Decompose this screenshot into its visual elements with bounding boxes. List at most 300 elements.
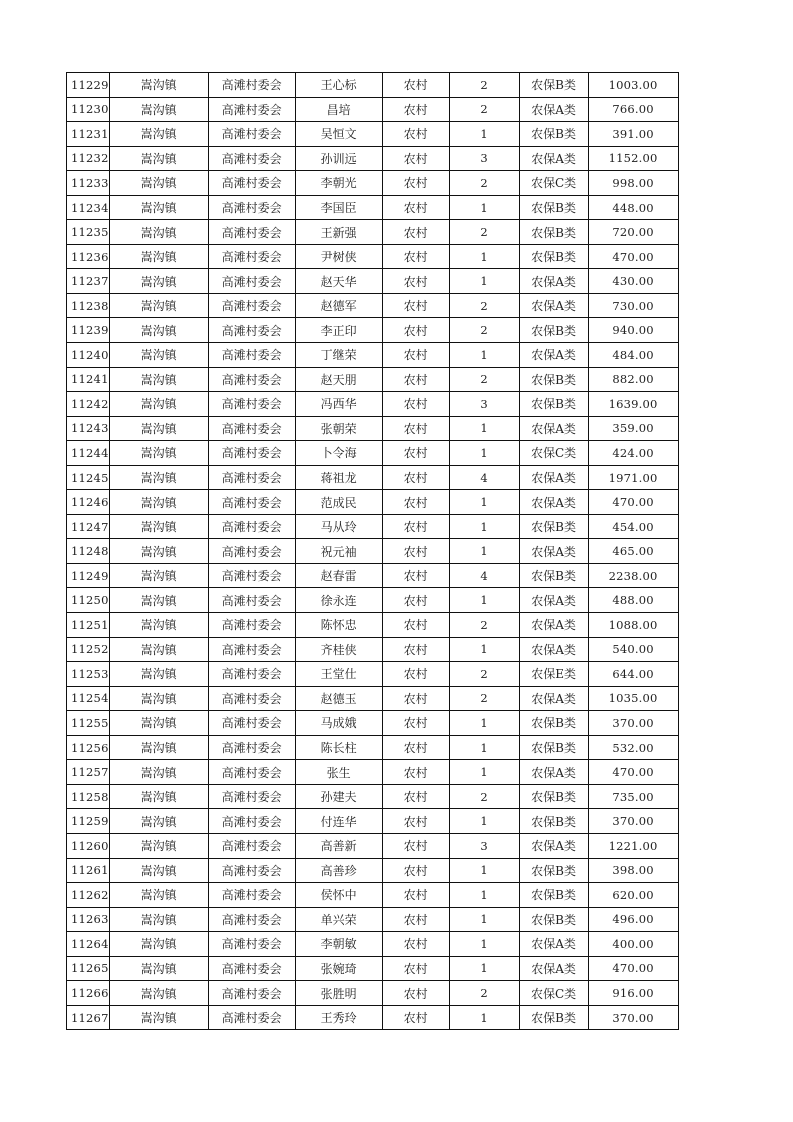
household-type-cell: 农村: [382, 97, 449, 122]
record-id-cell: 11249: [67, 563, 110, 588]
table-row: [67, 809, 679, 834]
village-committee-cell: 高滩村委会: [208, 735, 295, 760]
town-cell: 嵩沟镇: [109, 73, 208, 98]
town-cell: 嵩沟镇: [109, 318, 208, 343]
name-cell: 赵德军: [295, 293, 382, 318]
household-type-cell: 农村: [382, 539, 449, 564]
table-row: [67, 293, 679, 318]
table-row: [67, 784, 679, 809]
amount-cell: 398.00: [588, 858, 678, 883]
name-cell: 冯西华: [295, 392, 382, 417]
village-committee-cell: 高滩村委会: [208, 73, 295, 98]
name-cell: 王心标: [295, 73, 382, 98]
amount-cell: 2238.00: [588, 563, 678, 588]
record-id-cell: 11237: [67, 269, 110, 294]
insurance-category-cell: 农保B类: [519, 244, 588, 269]
town-cell: 嵩沟镇: [109, 883, 208, 908]
name-cell: 李国臣: [295, 195, 382, 220]
table-row: [67, 711, 679, 736]
name-cell: 赵天华: [295, 269, 382, 294]
family-size-cell: 1: [449, 907, 519, 932]
insurance-category-cell: 农保B类: [519, 735, 588, 760]
town-cell: 嵩沟镇: [109, 686, 208, 711]
town-cell: 嵩沟镇: [109, 637, 208, 662]
name-cell: 孙训远: [295, 146, 382, 171]
record-id-cell: 11241: [67, 367, 110, 392]
amount-cell: 720.00: [588, 220, 678, 245]
amount-cell: 1971.00: [588, 465, 678, 490]
town-cell: 嵩沟镇: [109, 269, 208, 294]
name-cell: 孙建夫: [295, 784, 382, 809]
amount-cell: 1035.00: [588, 686, 678, 711]
family-size-cell: 2: [449, 220, 519, 245]
household-type-cell: 农村: [382, 146, 449, 171]
record-id-cell: 11261: [67, 858, 110, 883]
amount-cell: 532.00: [588, 735, 678, 760]
amount-cell: 735.00: [588, 784, 678, 809]
record-id-cell: 11259: [67, 809, 110, 834]
village-committee-cell: 高滩村委会: [208, 539, 295, 564]
village-committee-cell: 高滩村委会: [208, 490, 295, 515]
town-cell: 嵩沟镇: [109, 343, 208, 368]
table-row: [67, 441, 679, 466]
family-size-cell: 2: [449, 662, 519, 687]
table-body: [67, 73, 679, 1030]
village-committee-cell: 高滩村委会: [208, 97, 295, 122]
amount-cell: 998.00: [588, 171, 678, 196]
family-size-cell: 1: [449, 760, 519, 785]
family-size-cell: 1: [449, 514, 519, 539]
table-row: [67, 343, 679, 368]
insurance-category-cell: 农保A类: [519, 416, 588, 441]
village-committee-cell: 高滩村委会: [208, 613, 295, 638]
household-type-cell: 农村: [382, 809, 449, 834]
name-cell: 张胜明: [295, 981, 382, 1006]
family-size-cell: 2: [449, 293, 519, 318]
household-type-cell: 农村: [382, 122, 449, 147]
record-id-cell: 11254: [67, 686, 110, 711]
household-type-cell: 农村: [382, 662, 449, 687]
family-size-cell: 1: [449, 441, 519, 466]
insurance-category-cell: 农保A类: [519, 465, 588, 490]
insurance-category-cell: 农保B类: [519, 907, 588, 932]
name-cell: 张朝荣: [295, 416, 382, 441]
household-type-cell: 农村: [382, 760, 449, 785]
village-committee-cell: 高滩村委会: [208, 171, 295, 196]
record-id-cell: 11232: [67, 146, 110, 171]
insurance-category-cell: 农保A类: [519, 637, 588, 662]
town-cell: 嵩沟镇: [109, 1005, 208, 1030]
household-type-cell: 农村: [382, 613, 449, 638]
record-id-cell: 11242: [67, 392, 110, 417]
name-cell: 高善新: [295, 833, 382, 858]
record-id-cell: 11239: [67, 318, 110, 343]
record-id-cell: 11267: [67, 1005, 110, 1030]
record-id-cell: 11240: [67, 343, 110, 368]
table-row: [67, 760, 679, 785]
village-committee-cell: 高滩村委会: [208, 883, 295, 908]
table-row: [67, 171, 679, 196]
name-cell: 蒋祖龙: [295, 465, 382, 490]
amount-cell: 370.00: [588, 711, 678, 736]
village-committee-cell: 高滩村委会: [208, 662, 295, 687]
village-committee-cell: 高滩村委会: [208, 637, 295, 662]
record-id-cell: 11248: [67, 539, 110, 564]
insurance-category-cell: 农保E类: [519, 662, 588, 687]
insurance-category-cell: 农保A类: [519, 932, 588, 957]
insurance-category-cell: 农保C类: [519, 981, 588, 1006]
name-cell: 王秀玲: [295, 1005, 382, 1030]
village-committee-cell: 高滩村委会: [208, 146, 295, 171]
household-type-cell: 农村: [382, 858, 449, 883]
amount-cell: 766.00: [588, 97, 678, 122]
name-cell: 尹树侠: [295, 244, 382, 269]
table-row: [67, 392, 679, 417]
record-id-cell: 11230: [67, 97, 110, 122]
household-type-cell: 农村: [382, 1005, 449, 1030]
table-row: [67, 73, 679, 98]
amount-cell: 454.00: [588, 514, 678, 539]
insurance-category-cell: 农保A类: [519, 269, 588, 294]
household-type-cell: 农村: [382, 686, 449, 711]
family-size-cell: 2: [449, 367, 519, 392]
table-row: [67, 956, 679, 981]
family-size-cell: 1: [449, 244, 519, 269]
insurance-category-cell: 农保A类: [519, 490, 588, 515]
insurance-category-cell: 农保B类: [519, 1005, 588, 1030]
record-id-cell: 11243: [67, 416, 110, 441]
amount-cell: 470.00: [588, 244, 678, 269]
table-row: [67, 416, 679, 441]
name-cell: 王堂仕: [295, 662, 382, 687]
insurance-category-cell: 农保C类: [519, 171, 588, 196]
family-size-cell: 1: [449, 490, 519, 515]
town-cell: 嵩沟镇: [109, 195, 208, 220]
family-size-cell: 2: [449, 73, 519, 98]
household-type-cell: 农村: [382, 563, 449, 588]
household-type-cell: 农村: [382, 293, 449, 318]
amount-cell: 400.00: [588, 932, 678, 957]
name-cell: 单兴荣: [295, 907, 382, 932]
table-row: [67, 588, 679, 613]
household-type-cell: 农村: [382, 171, 449, 196]
name-cell: 马从玲: [295, 514, 382, 539]
amount-cell: 940.00: [588, 318, 678, 343]
town-cell: 嵩沟镇: [109, 735, 208, 760]
family-size-cell: 1: [449, 932, 519, 957]
record-id-cell: 11260: [67, 833, 110, 858]
town-cell: 嵩沟镇: [109, 490, 208, 515]
name-cell: 李朝光: [295, 171, 382, 196]
amount-cell: 644.00: [588, 662, 678, 687]
household-type-cell: 农村: [382, 220, 449, 245]
name-cell: 李正印: [295, 318, 382, 343]
household-type-cell: 农村: [382, 490, 449, 515]
household-type-cell: 农村: [382, 343, 449, 368]
insurance-category-cell: 农保B类: [519, 514, 588, 539]
table-row: [67, 539, 679, 564]
name-cell: 王新强: [295, 220, 382, 245]
record-id-cell: 11251: [67, 613, 110, 638]
town-cell: 嵩沟镇: [109, 662, 208, 687]
record-id-cell: 11246: [67, 490, 110, 515]
amount-cell: 391.00: [588, 122, 678, 147]
record-id-cell: 11236: [67, 244, 110, 269]
village-committee-cell: 高滩村委会: [208, 784, 295, 809]
amount-cell: 465.00: [588, 539, 678, 564]
village-committee-cell: 高滩村委会: [208, 956, 295, 981]
insurance-category-cell: 农保B类: [519, 122, 588, 147]
household-type-cell: 农村: [382, 833, 449, 858]
records-table: [66, 72, 679, 1030]
name-cell: 陈长柱: [295, 735, 382, 760]
insurance-category-cell: 农保B类: [519, 220, 588, 245]
village-committee-cell: 高滩村委会: [208, 220, 295, 245]
town-cell: 嵩沟镇: [109, 932, 208, 957]
family-size-cell: 1: [449, 343, 519, 368]
town-cell: 嵩沟镇: [109, 146, 208, 171]
amount-cell: 370.00: [588, 809, 678, 834]
family-size-cell: 1: [449, 122, 519, 147]
table-row: [67, 932, 679, 957]
family-size-cell: 2: [449, 171, 519, 196]
village-committee-cell: 高滩村委会: [208, 711, 295, 736]
amount-cell: 882.00: [588, 367, 678, 392]
name-cell: 陈怀忠: [295, 613, 382, 638]
table-row: [67, 981, 679, 1006]
insurance-category-cell: 农保A类: [519, 97, 588, 122]
village-committee-cell: 高滩村委会: [208, 318, 295, 343]
insurance-category-cell: 农保B类: [519, 858, 588, 883]
insurance-category-cell: 农保A类: [519, 293, 588, 318]
village-committee-cell: 高滩村委会: [208, 392, 295, 417]
amount-cell: 1639.00: [588, 392, 678, 417]
village-committee-cell: 高滩村委会: [208, 1005, 295, 1030]
family-size-cell: 1: [449, 711, 519, 736]
town-cell: 嵩沟镇: [109, 367, 208, 392]
record-id-cell: 11252: [67, 637, 110, 662]
family-size-cell: 4: [449, 563, 519, 588]
insurance-category-cell: 农保A类: [519, 588, 588, 613]
record-id-cell: 11255: [67, 711, 110, 736]
town-cell: 嵩沟镇: [109, 465, 208, 490]
household-type-cell: 农村: [382, 269, 449, 294]
record-id-cell: 11250: [67, 588, 110, 613]
household-type-cell: 农村: [382, 588, 449, 613]
town-cell: 嵩沟镇: [109, 220, 208, 245]
family-size-cell: 2: [449, 613, 519, 638]
table-row: [67, 613, 679, 638]
table-row: [67, 858, 679, 883]
record-id-cell: 11264: [67, 932, 110, 957]
amount-cell: 1221.00: [588, 833, 678, 858]
village-committee-cell: 高滩村委会: [208, 293, 295, 318]
town-cell: 嵩沟镇: [109, 293, 208, 318]
village-committee-cell: 高滩村委会: [208, 686, 295, 711]
record-id-cell: 11263: [67, 907, 110, 932]
record-id-cell: 11265: [67, 956, 110, 981]
name-cell: 侯怀中: [295, 883, 382, 908]
name-cell: 付连华: [295, 809, 382, 834]
name-cell: 丁继荣: [295, 343, 382, 368]
insurance-category-cell: 农保A类: [519, 833, 588, 858]
insurance-category-cell: 农保B类: [519, 392, 588, 417]
village-committee-cell: 高滩村委会: [208, 367, 295, 392]
town-cell: 嵩沟镇: [109, 392, 208, 417]
household-type-cell: 农村: [382, 367, 449, 392]
name-cell: 张婉琦: [295, 956, 382, 981]
name-cell: 吴恒文: [295, 122, 382, 147]
town-cell: 嵩沟镇: [109, 122, 208, 147]
table-row: [67, 318, 679, 343]
village-committee-cell: 高滩村委会: [208, 195, 295, 220]
family-size-cell: 1: [449, 637, 519, 662]
insurance-category-cell: 农保B类: [519, 73, 588, 98]
village-committee-cell: 高滩村委会: [208, 907, 295, 932]
table-row: [67, 146, 679, 171]
table-row: [67, 490, 679, 515]
insurance-category-cell: 农保A类: [519, 613, 588, 638]
table-row: [67, 122, 679, 147]
village-committee-cell: 高滩村委会: [208, 514, 295, 539]
table-row: [67, 637, 679, 662]
household-type-cell: 农村: [382, 465, 449, 490]
name-cell: 高善珍: [295, 858, 382, 883]
record-id-cell: 11238: [67, 293, 110, 318]
amount-cell: 424.00: [588, 441, 678, 466]
household-type-cell: 农村: [382, 784, 449, 809]
town-cell: 嵩沟镇: [109, 441, 208, 466]
family-size-cell: 1: [449, 956, 519, 981]
insurance-category-cell: 农保B类: [519, 883, 588, 908]
household-type-cell: 农村: [382, 318, 449, 343]
town-cell: 嵩沟镇: [109, 171, 208, 196]
town-cell: 嵩沟镇: [109, 760, 208, 785]
name-cell: 李朝敏: [295, 932, 382, 957]
insurance-category-cell: 农保B类: [519, 195, 588, 220]
household-type-cell: 农村: [382, 956, 449, 981]
household-type-cell: 农村: [382, 637, 449, 662]
record-id-cell: 11247: [67, 514, 110, 539]
insurance-category-cell: 农保A类: [519, 539, 588, 564]
name-cell: 赵春雷: [295, 563, 382, 588]
table-row: [67, 883, 679, 908]
town-cell: 嵩沟镇: [109, 97, 208, 122]
table-row: [67, 662, 679, 687]
table-row: [67, 195, 679, 220]
village-committee-cell: 高滩村委会: [208, 563, 295, 588]
village-committee-cell: 高滩村委会: [208, 588, 295, 613]
name-cell: 范成民: [295, 490, 382, 515]
town-cell: 嵩沟镇: [109, 514, 208, 539]
village-committee-cell: 高滩村委会: [208, 441, 295, 466]
insurance-category-cell: 农保A类: [519, 343, 588, 368]
household-type-cell: 农村: [382, 711, 449, 736]
town-cell: 嵩沟镇: [109, 907, 208, 932]
insurance-category-cell: 农保A类: [519, 686, 588, 711]
table-row: [67, 563, 679, 588]
family-size-cell: 1: [449, 269, 519, 294]
amount-cell: 359.00: [588, 416, 678, 441]
household-type-cell: 农村: [382, 883, 449, 908]
town-cell: 嵩沟镇: [109, 809, 208, 834]
town-cell: 嵩沟镇: [109, 784, 208, 809]
family-size-cell: 2: [449, 784, 519, 809]
record-id-cell: 11258: [67, 784, 110, 809]
insurance-category-cell: 农保B类: [519, 367, 588, 392]
family-size-cell: 2: [449, 318, 519, 343]
family-size-cell: 4: [449, 465, 519, 490]
amount-cell: 916.00: [588, 981, 678, 1006]
amount-cell: 448.00: [588, 195, 678, 220]
amount-cell: 620.00: [588, 883, 678, 908]
record-id-cell: 11245: [67, 465, 110, 490]
insurance-category-cell: 农保A类: [519, 956, 588, 981]
family-size-cell: 2: [449, 981, 519, 1006]
record-id-cell: 11234: [67, 195, 110, 220]
household-type-cell: 农村: [382, 735, 449, 760]
town-cell: 嵩沟镇: [109, 956, 208, 981]
amount-cell: 470.00: [588, 760, 678, 785]
village-committee-cell: 高滩村委会: [208, 981, 295, 1006]
table-row: [67, 269, 679, 294]
town-cell: 嵩沟镇: [109, 244, 208, 269]
name-cell: 赵德玉: [295, 686, 382, 711]
household-type-cell: 农村: [382, 441, 449, 466]
household-type-cell: 农村: [382, 392, 449, 417]
family-size-cell: 3: [449, 392, 519, 417]
family-size-cell: 1: [449, 539, 519, 564]
insurance-category-cell: 农保C类: [519, 441, 588, 466]
insurance-category-cell: 农保B类: [519, 318, 588, 343]
record-id-cell: 11229: [67, 73, 110, 98]
family-size-cell: 1: [449, 195, 519, 220]
household-type-cell: 农村: [382, 907, 449, 932]
name-cell: 赵天朋: [295, 367, 382, 392]
town-cell: 嵩沟镇: [109, 416, 208, 441]
amount-cell: 430.00: [588, 269, 678, 294]
name-cell: 昌培: [295, 97, 382, 122]
insurance-category-cell: 农保A类: [519, 760, 588, 785]
insurance-category-cell: 农保B类: [519, 809, 588, 834]
household-type-cell: 农村: [382, 514, 449, 539]
town-cell: 嵩沟镇: [109, 588, 208, 613]
amount-cell: 470.00: [588, 956, 678, 981]
village-committee-cell: 高滩村委会: [208, 465, 295, 490]
name-cell: 祝元袖: [295, 539, 382, 564]
table-row: [67, 735, 679, 760]
family-size-cell: 3: [449, 833, 519, 858]
town-cell: 嵩沟镇: [109, 613, 208, 638]
village-committee-cell: 高滩村委会: [208, 809, 295, 834]
amount-cell: 1003.00: [588, 73, 678, 98]
name-cell: 卜令海: [295, 441, 382, 466]
record-id-cell: 11235: [67, 220, 110, 245]
village-committee-cell: 高滩村委会: [208, 858, 295, 883]
name-cell: 齐桂侠: [295, 637, 382, 662]
village-committee-cell: 高滩村委会: [208, 343, 295, 368]
town-cell: 嵩沟镇: [109, 858, 208, 883]
village-committee-cell: 高滩村委会: [208, 122, 295, 147]
name-cell: 马成娥: [295, 711, 382, 736]
table-row: [67, 907, 679, 932]
insurance-category-cell: 农保B类: [519, 711, 588, 736]
household-type-cell: 农村: [382, 73, 449, 98]
household-type-cell: 农村: [382, 932, 449, 957]
table-row: [67, 465, 679, 490]
table-row: [67, 686, 679, 711]
town-cell: 嵩沟镇: [109, 711, 208, 736]
